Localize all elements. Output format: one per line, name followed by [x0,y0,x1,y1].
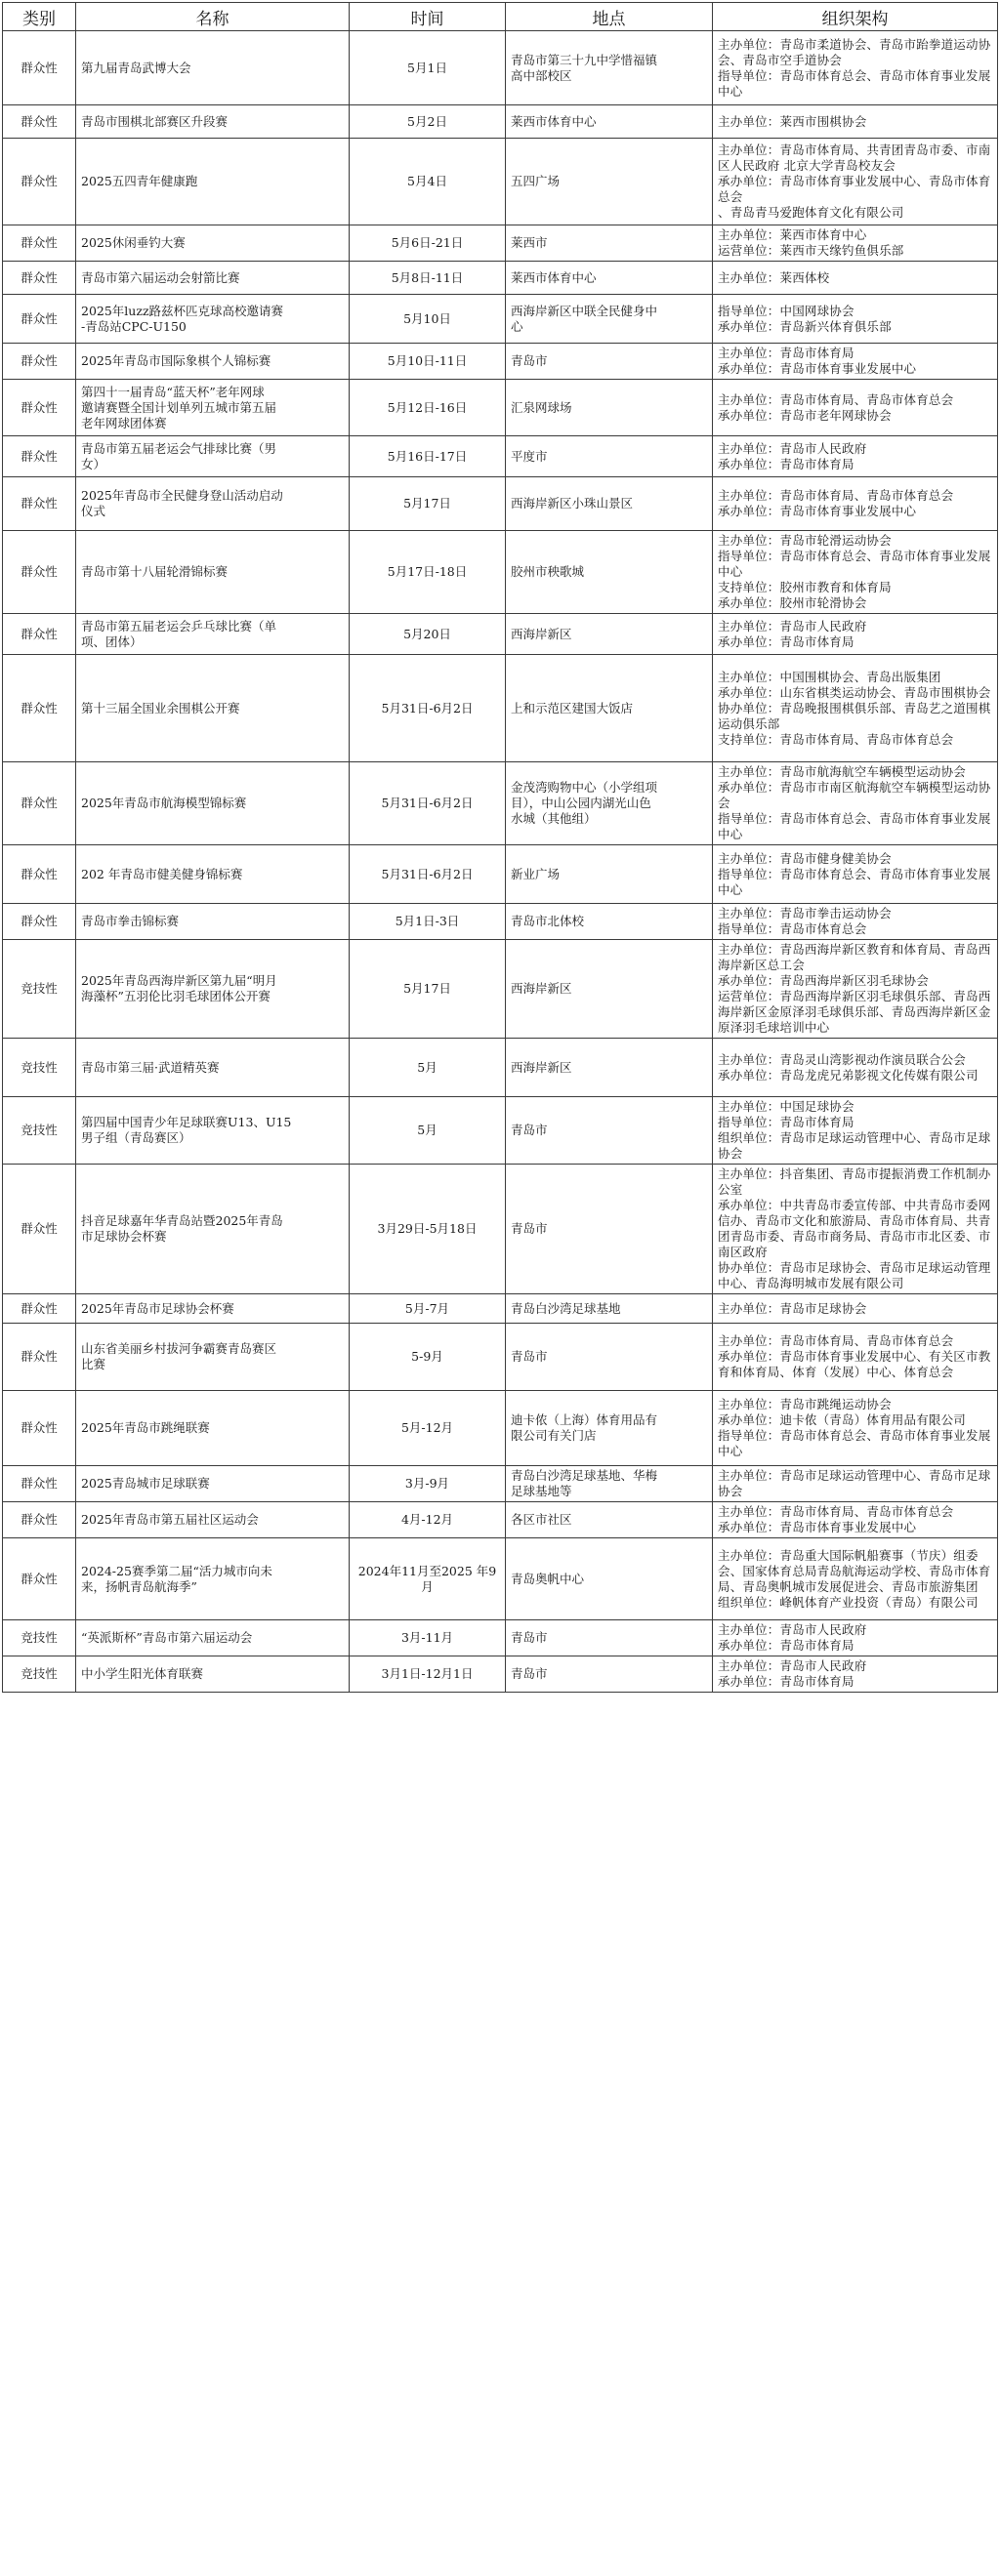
place-cell: 莱西市体育中心 [506,105,713,139]
org-cell: 指导单位：中国网球协会 承办单位：青岛新兴体育俱乐部 [713,295,998,344]
category-cell: 群众性 [3,762,76,845]
place-cell: 西海岸新区 [506,1039,713,1097]
category-cell: 竞技性 [3,1097,76,1165]
category-cell: 群众性 [3,655,76,762]
time-cell: 5月-7月 [350,1294,506,1324]
org-cell: 主办单位：青岛市体育局、青岛市体育总会 承办单位：青岛市体育事业发展中心 [713,477,998,531]
category-cell: 群众性 [3,1294,76,1324]
place-cell: 平度市 [506,436,713,477]
category-cell: 群众性 [3,845,76,904]
org-cell: 主办单位：抖音集团、青岛市提振消费工作机制办公室 承办单位：中共青岛市委宣传部、中共青岛市委网信办、青岛市文化和旅游局、青岛市体育局、共青团青岛市委、青岛市商务局、青岛市市北区委、市南区政府 协办单位：青岛市足球协会、青岛市足球运动管理中心、青岛海明城市发展有限公司 [713,1165,998,1294]
category-cell: 群众性 [3,295,76,344]
category-cell: 群众性 [3,614,76,655]
table-row [3,1466,998,1502]
header-category: 类别 [3,3,76,31]
org-cell: 主办单位：青岛市健身健美协会 指导单位：青岛市体育总会、青岛市体育事业发展中心 [713,845,998,904]
category-cell: 群众性 [3,1538,76,1620]
event-table [2,2,998,1693]
category-cell: 群众性 [3,531,76,614]
time-cell: 5月16日-17日 [350,436,506,477]
table-row [3,31,998,105]
time-cell: 5月 [350,1097,506,1165]
header-org: 组织架构 [713,3,998,31]
place-cell: 青岛市 [506,1620,713,1656]
name-cell: 2025年青岛市跳绳联赛 [76,1391,350,1466]
category-cell: 群众性 [3,262,76,295]
org-cell: 主办单位：青岛市人民政府 承办单位：青岛市体育局 [713,614,998,655]
place-cell: 西海岸新区中联全民健身中 心 [506,295,713,344]
org-cell: 主办单位：青岛市柔道协会、青岛市跆拳道运动协会、青岛市空手道协会 指导单位：青岛市体育总会、青岛市体育事业发展中心 [713,31,998,105]
place-cell: 莱西市体育中心 [506,262,713,295]
category-cell: 群众性 [3,1466,76,1502]
org-cell: 主办单位：青岛市人民政府 承办单位：青岛市体育局 [713,436,998,477]
name-cell: 2025休闲垂钓大赛 [76,225,350,262]
table-row [3,762,998,845]
name-cell: 2025年青岛市航海模型锦标赛 [76,762,350,845]
category-cell: 竞技性 [3,940,76,1039]
table-row [3,105,998,139]
table-row [3,655,998,762]
time-cell: 5月17日 [350,477,506,531]
name-cell: 青岛市围棋北部赛区升段赛 [76,105,350,139]
org-cell: 主办单位：青岛市体育局、青岛市体育总会 承办单位：青岛市体育事业发展中心、有关区市教育和体育局、体育（发展）中心、体育总会 [713,1324,998,1391]
place-cell: 青岛市第三十九中学惜福镇 高中部校区 [506,31,713,105]
table-row [3,614,998,655]
time-cell: 3月-11月 [350,1620,506,1656]
table-row [3,1039,998,1097]
time-cell: 5月20日 [350,614,506,655]
name-cell: 青岛市第三届·武道精英赛 [76,1039,350,1097]
category-cell: 群众性 [3,1165,76,1294]
table-row [3,1656,998,1693]
name-cell: 第九届青岛武博大会 [76,31,350,105]
time-cell: 5月6日-21日 [350,225,506,262]
place-cell: 各区市社区 [506,1502,713,1538]
name-cell: 202 年青岛市健美健身锦标赛 [76,845,350,904]
place-cell: 青岛奥帆中心 [506,1538,713,1620]
time-cell: 5月1日-3日 [350,904,506,940]
time-cell: 5月31日-6月2日 [350,845,506,904]
category-cell: 群众性 [3,139,76,225]
table-row [3,1294,998,1324]
time-cell: 5月-12月 [350,1391,506,1466]
table-row [3,1502,998,1538]
name-cell: 青岛市第五届老运会气排球比赛（男 女） [76,436,350,477]
place-cell: 金茂湾购物中心（小学组项 目），中山公园内湖光山色 水城（其他组） [506,762,713,845]
category-cell: 群众性 [3,105,76,139]
table-row [3,940,998,1039]
table-row [3,1324,998,1391]
name-cell: 青岛市第六届运动会射箭比赛 [76,262,350,295]
table-row [3,262,998,295]
table-row [3,225,998,262]
org-cell: 主办单位：莱西体校 [713,262,998,295]
category-cell: 群众性 [3,344,76,380]
org-cell: 主办单位：青岛西海岸新区教育和体育局、青岛西海岸新区总工会 承办单位：青岛西海岸新区羽毛球协会 运营单位：青岛西海岸新区羽毛球俱乐部、青岛西海岸新区金原泽羽毛球俱乐部、青岛西海岸新区金原泽羽毛球培训中心 [713,940,998,1039]
header-row [3,3,998,31]
table-row [3,344,998,380]
category-cell: 群众性 [3,1391,76,1466]
header-time: 时间 [350,3,506,31]
place-cell: 迪卡侬（上海）体育用品有 限公司有关门店 [506,1391,713,1466]
place-cell: 新业广场 [506,845,713,904]
org-cell: 主办单位：青岛市体育局、青岛市体育总会 承办单位：青岛市体育事业发展中心 [713,1502,998,1538]
org-cell: 主办单位：青岛市航海航空车辆模型运动协会 承办单位：青岛市市南区航海航空车辆模型运动协会 指导单位：青岛市体育总会、青岛市体育事业发展中心 [713,762,998,845]
name-cell: 2025青岛城市足球联赛 [76,1466,350,1502]
table-row [3,436,998,477]
org-cell: 主办单位：青岛重大国际帆船赛事（节庆）组委会、国家体育总局青岛航海运动学校、青岛市体育局、青岛奥帆城市发展促进会、青岛市旅游集团 组织单位：峰帆体育产业投资（青岛）有限公司 [713,1538,998,1620]
category-cell: 群众性 [3,477,76,531]
category-cell: 群众性 [3,1324,76,1391]
place-cell: 青岛白沙湾足球基地 [506,1294,713,1324]
org-cell: 主办单位：中国围棋协会、青岛出版集团 承办单位：山东省棋类运动协会、青岛市围棋协会 协办单位：青岛晚报围棋俱乐部、青岛艺之道围棋运动俱乐部 支持单位：青岛市体育局、青岛市体育总会 [713,655,998,762]
time-cell: 5月 [350,1039,506,1097]
name-cell: 2025年青岛西海岸新区第九届“明月 海藻杯”五羽伦比羽毛球团体公开赛 [76,940,350,1039]
table-row [3,1620,998,1656]
place-cell: 青岛市 [506,1097,713,1165]
header-name: 名称 [76,3,350,31]
table-row [3,904,998,940]
table-row [3,845,998,904]
place-cell: 西海岸新区 [506,940,713,1039]
place-cell: 青岛市 [506,1324,713,1391]
table-row [3,1097,998,1165]
table-row [3,1538,998,1620]
name-cell: 第四十一届青岛“蓝天杯”老年网球 邀请赛暨全国计划单列五城市第五届 老年网球团体赛 [76,380,350,436]
place-cell: 青岛市 [506,1165,713,1294]
name-cell: 2025年青岛市足球协会杯赛 [76,1294,350,1324]
place-cell: 西海岸新区小珠山景区 [506,477,713,531]
name-cell: 2025年青岛市第五届社区运动会 [76,1502,350,1538]
time-cell: 3月-9月 [350,1466,506,1502]
name-cell: 抖音足球嘉年华青岛站暨2025年青岛 市足球协会杯赛 [76,1165,350,1294]
place-cell: 青岛白沙湾足球基地、华梅 足球基地等 [506,1466,713,1502]
time-cell: 3月1日-12月1日 [350,1656,506,1693]
place-cell: 五四广场 [506,139,713,225]
category-cell: 群众性 [3,225,76,262]
time-cell: 2024年11月至2025 年9月 [350,1538,506,1620]
name-cell: 2025五四青年健康跑 [76,139,350,225]
place-cell: 青岛市 [506,1656,713,1693]
org-cell: 主办单位：青岛市跳绳运动协会 承办单位：迪卡侬（青岛）体育用品有限公司 指导单位：青岛市体育总会、青岛市体育事业发展中心 [713,1391,998,1466]
time-cell: 5月31日-6月2日 [350,655,506,762]
header-place: 地点 [506,3,713,31]
name-cell: 青岛市拳击锦标赛 [76,904,350,940]
name-cell: 2025年luzz路兹杯匹克球高校邀请赛 -青岛站CPC-U150 [76,295,350,344]
org-cell: 主办单位：中国足球协会 指导单位：青岛市体育局 组织单位：青岛市足球运动管理中心、青岛市足球协会 [713,1097,998,1165]
org-cell: 主办单位：青岛市体育局 承办单位：青岛市体育事业发展中心 [713,344,998,380]
place-cell: 上和示范区建国大饭店 [506,655,713,762]
time-cell: 5月12日-16日 [350,380,506,436]
place-cell: 胶州市秧歌城 [506,531,713,614]
place-cell: 青岛市 [506,344,713,380]
category-cell: 群众性 [3,1502,76,1538]
org-cell: 主办单位：莱西市体育中心 运营单位：莱西市天缘钓鱼俱乐部 [713,225,998,262]
table-row [3,1165,998,1294]
table-row [3,1391,998,1466]
time-cell: 4月-12月 [350,1502,506,1538]
time-cell: 5月2日 [350,105,506,139]
category-cell: 竞技性 [3,1039,76,1097]
place-cell: 莱西市 [506,225,713,262]
name-cell: 2024-25赛季第二届“活力城市向未 来，扬帆青岛航海季” [76,1538,350,1620]
time-cell: 5月8日-11日 [350,262,506,295]
table-row [3,380,998,436]
org-cell: 主办单位：青岛市足球运动管理中心、青岛市足球协会 [713,1466,998,1502]
org-cell: 主办单位：莱西市围棋协会 [713,105,998,139]
category-cell: 群众性 [3,436,76,477]
time-cell: 5月4日 [350,139,506,225]
table-row [3,531,998,614]
name-cell: 中小学生阳光体育联赛 [76,1656,350,1693]
name-cell: 第十三届全国业余围棋公开赛 [76,655,350,762]
org-cell: 主办单位：青岛灵山湾影视动作演员联合公会 承办单位：青岛龙虎兄弟影视文化传媒有限公司 [713,1039,998,1097]
time-cell: 5月1日 [350,31,506,105]
org-cell: 主办单位：青岛市轮滑运动协会 指导单位：青岛市体育总会、青岛市体育事业发展中心 支持单位：胶州市教育和体育局 承办单位：胶州市轮滑协会 [713,531,998,614]
name-cell: 第四届中国青少年足球联赛U13、U15 男子组（青岛赛区） [76,1097,350,1165]
time-cell: 5月17日 [350,940,506,1039]
time-cell: 3月29日-5月18日 [350,1165,506,1294]
category-cell: 竞技性 [3,1656,76,1693]
table-row [3,139,998,225]
place-cell: 汇泉网球场 [506,380,713,436]
name-cell: 2025年青岛市全民健身登山活动启动 仪式 [76,477,350,531]
category-cell: 竞技性 [3,1620,76,1656]
time-cell: 5月17日-18日 [350,531,506,614]
org-cell: 主办单位：青岛市体育局、青岛市体育总会 承办单位：青岛市老年网球协会 [713,380,998,436]
time-cell: 5月10日-11日 [350,344,506,380]
org-cell: 主办单位：青岛市拳击运动协会 指导单位：青岛市体育总会 [713,904,998,940]
category-cell: 群众性 [3,904,76,940]
category-cell: 群众性 [3,31,76,105]
place-cell: 西海岸新区 [506,614,713,655]
name-cell: 山东省美丽乡村拔河争霸赛青岛赛区 比赛 [76,1324,350,1391]
place-cell: 青岛市北体校 [506,904,713,940]
org-cell: 主办单位：青岛市人民政府 承办单位：青岛市体育局 [713,1620,998,1656]
org-cell: 主办单位：青岛市足球协会 [713,1294,998,1324]
org-cell: 主办单位：青岛市人民政府 承办单位：青岛市体育局 [713,1656,998,1693]
table-row [3,477,998,531]
name-cell: “英派斯杯”青岛市第六届运动会 [76,1620,350,1656]
time-cell: 5-9月 [350,1324,506,1391]
category-cell: 群众性 [3,380,76,436]
name-cell: 2025年青岛市国际象棋个人锦标赛 [76,344,350,380]
name-cell: 青岛市第十八届轮滑锦标赛 [76,531,350,614]
table-row [3,295,998,344]
time-cell: 5月10日 [350,295,506,344]
org-cell: 主办单位：青岛市体育局、共青团青岛市委、市南区人民政府 北京大学青岛校友会 承办单位：青岛市体育事业发展中心、青岛市体育总会 、青岛青马爱跑体育文化有限公司 [713,139,998,225]
time-cell: 5月31日-6月2日 [350,762,506,845]
name-cell: 青岛市第五届老运会乒乓球比赛（单 项、团体） [76,614,350,655]
